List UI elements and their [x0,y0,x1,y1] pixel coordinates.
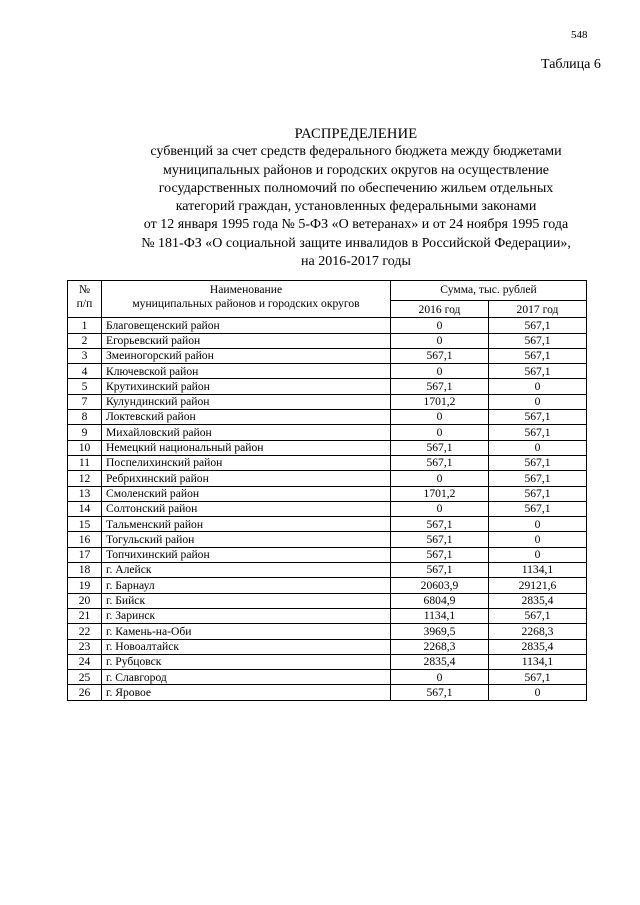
row-value-2016: 567,1 [391,563,489,578]
row-number: 16 [68,532,102,547]
row-value-2016: 567,1 [391,517,489,532]
row-number: 3 [68,348,102,363]
row-number: 2 [68,333,102,348]
table-row [68,685,587,700]
row-value-2017: 2835,4 [489,593,587,608]
row-number: 22 [68,624,102,639]
table-row [68,455,587,470]
row-value-2017: 567,1 [489,425,587,440]
row-name: Тогульский район [102,532,391,547]
row-value-2017: 2835,4 [489,639,587,654]
row-name: г. Заринск [102,608,391,623]
table-row [68,547,587,562]
row-value-2017: 567,1 [489,608,587,623]
row-name: г. Славгород [102,670,391,685]
row-value-2016: 2268,3 [391,639,489,654]
row-value-2017: 567,1 [489,364,587,379]
table-row [68,532,587,547]
row-value-2016: 0 [391,501,489,516]
table-row [68,333,587,348]
header-name-line1: Наименование [209,283,283,296]
row-number: 23 [68,639,102,654]
row-number: 18 [68,563,102,578]
row-number: 25 [68,670,102,685]
row-number: 8 [68,410,102,425]
table-body [68,318,587,700]
row-value-2017: 1134,1 [489,654,587,669]
header-year-2017: 2017 год [489,301,587,318]
row-value-2017: 0 [489,379,587,394]
row-value-2016: 567,1 [391,440,489,455]
row-value-2017: 567,1 [489,348,587,363]
row-value-2017: 0 [489,394,587,409]
row-name: Егорьевский район [102,333,391,348]
row-number: 12 [68,471,102,486]
row-value-2017: 567,1 [489,501,587,516]
table-row [68,410,587,425]
header-name-line2: муниципальных районов и городских округов [132,296,360,310]
row-value-2016: 567,1 [391,685,489,700]
table-row [68,517,587,532]
row-name: г. Камень-на-Оби [102,624,391,639]
header-sum: Сумма, тыс. рублей [391,281,587,301]
row-name: Михайловский район [102,425,391,440]
row-value-2016: 0 [391,410,489,425]
row-name: Топчихинский район [102,547,391,562]
row-name: г. Алейск [102,563,391,578]
table-row [68,670,587,685]
row-name: г. Новоалтайск [102,639,391,654]
row-value-2017: 0 [489,532,587,547]
table-row [68,624,587,639]
row-value-2016: 20603,9 [391,578,489,593]
row-value-2016: 0 [391,318,489,333]
row-value-2017: 1134,1 [489,563,587,578]
row-name: Поспелихинский район [102,455,391,470]
row-number: 15 [68,517,102,532]
table-row [68,394,587,409]
row-value-2016: 1701,2 [391,486,489,501]
row-value-2016: 0 [391,364,489,379]
row-value-2016: 1701,2 [391,394,489,409]
row-value-2016: 0 [391,333,489,348]
row-name: Ребрихинский район [102,471,391,486]
row-value-2016: 567,1 [391,348,489,363]
row-value-2017: 567,1 [489,455,587,470]
row-value-2016: 0 [391,471,489,486]
row-value-2017: 0 [489,547,587,562]
row-name: Крутихинский район [102,379,391,394]
row-value-2017: 0 [489,517,587,532]
row-value-2016: 3969,5 [391,624,489,639]
row-name: Тальменский район [102,517,391,532]
heading-line: муниципальных районов и городских округов на осуществление [162,162,550,178]
row-value-2016: 0 [391,670,489,685]
table-row [68,608,587,623]
row-name: г. Барнаул [102,578,391,593]
heading-line: на 2016-2017 годы [301,254,411,270]
heading-line: категорий граждан, установленных федеральными законами [175,199,537,215]
row-number: 19 [68,578,102,593]
row-name: г. Яровое [102,685,391,700]
row-name: Кулундинский район [102,394,391,409]
row-value-2017: 29121,6 [489,578,587,593]
row-value-2017: 2268,3 [489,624,587,639]
header-year-2016: 2016 год [391,301,489,318]
heading-line: субвенций за счет средств федерального бюджета между бюджетами [150,144,562,160]
row-name: Локтевский район [102,410,391,425]
row-value-2017: 567,1 [489,486,587,501]
heading-line: № 181-ФЗ «О социальной защите инвалидов в Российской Федерации», [141,235,571,251]
row-value-2017: 567,1 [489,410,587,425]
row-name: Благовещенский район [102,318,391,333]
row-number: 10 [68,440,102,455]
document-heading [60,125,640,271]
row-number: 14 [68,501,102,516]
row-name: Змеиногорский район [102,348,391,363]
row-number: 20 [68,593,102,608]
row-name: Солтонский район [102,501,391,516]
row-number: 26 [68,685,102,700]
row-name: Ключевской район [102,364,391,379]
table-row [68,348,587,363]
table-row [68,379,587,394]
table-row [68,425,587,440]
table-row [68,440,587,455]
row-number: 4 [68,364,102,379]
row-value-2016: 567,1 [391,547,489,562]
row-value-2016: 567,1 [391,379,489,394]
row-number: 21 [68,608,102,623]
row-name: г. Рубцовск [102,654,391,669]
table-label: Таблица 6 [541,57,601,72]
table-row [68,486,587,501]
row-name: г. Бийск [102,593,391,608]
table-row [68,364,587,379]
table-row [68,318,587,333]
row-value-2017: 0 [489,440,587,455]
header-name [102,281,391,318]
table-row [68,654,587,669]
table-row [68,563,587,578]
page-number: 548 [571,29,588,41]
row-number: 1 [68,318,102,333]
row-value-2017: 567,1 [489,670,587,685]
row-value-2017: 0 [489,685,587,700]
row-value-2016: 567,1 [391,455,489,470]
heading-line: государственных полномочий по обеспечению жильем отдельных [158,180,554,196]
row-number: 24 [68,654,102,669]
row-value-2016: 567,1 [391,532,489,547]
row-value-2016: 1134,1 [391,608,489,623]
row-value-2017: 567,1 [489,471,587,486]
row-value-2016: 2835,4 [391,654,489,669]
row-number: 9 [68,425,102,440]
header-num: № п/п [68,281,102,318]
row-number: 13 [68,486,102,501]
row-name: Немецкий национальный район [102,440,391,455]
heading-title: РАСПРЕДЕЛЕНИЕ [294,126,418,142]
table-row [68,501,587,516]
row-number: 7 [68,394,102,409]
row-name: Смоленский район [102,486,391,501]
row-value-2016: 0 [391,425,489,440]
row-number: 5 [68,379,102,394]
row-value-2017: 567,1 [489,318,587,333]
table-row [68,593,587,608]
distribution-table [67,280,587,701]
table-row [68,639,587,654]
row-value-2017: 567,1 [489,333,587,348]
table-row [68,578,587,593]
row-number: 17 [68,547,102,562]
row-value-2016: 6804,9 [391,593,489,608]
row-number: 11 [68,455,102,470]
heading-line: от 12 января 1995 года № 5-ФЗ «О ветеранах» и от 24 ноября 1995 года [143,217,569,233]
table-row [68,471,587,486]
